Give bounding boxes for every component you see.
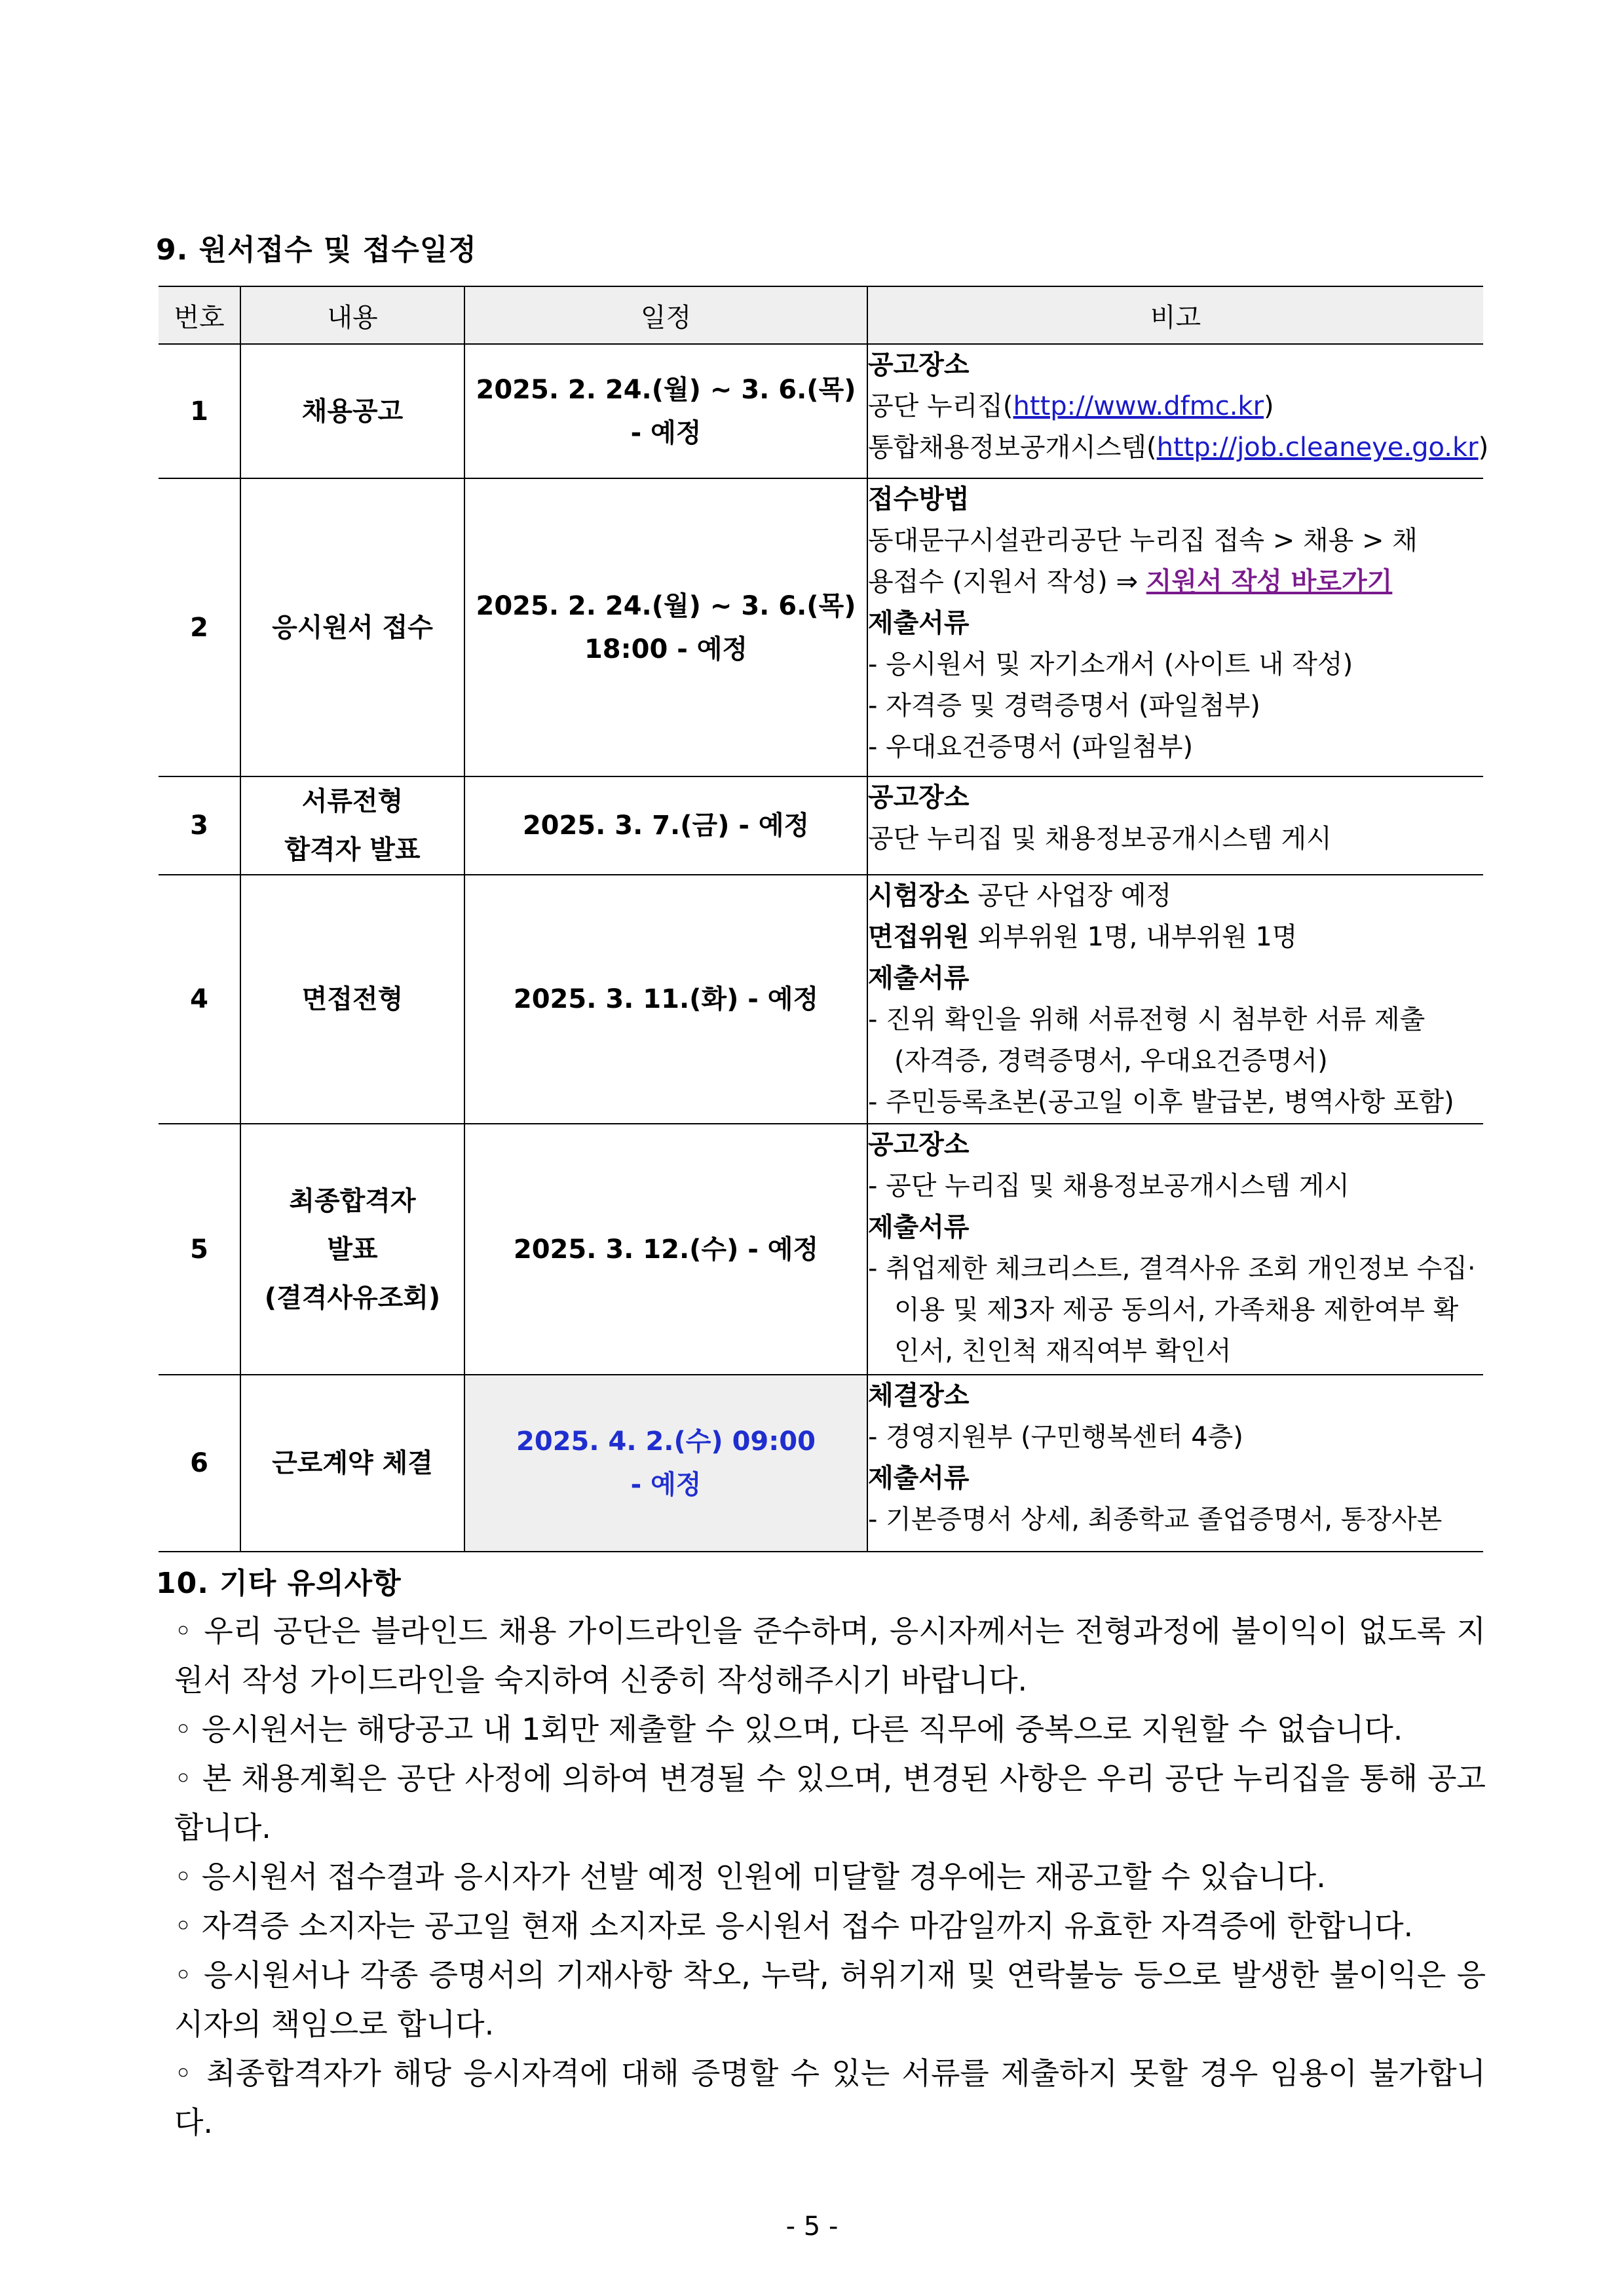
note-heading: 제출서류 <box>868 608 970 638</box>
date-line: 18:00 - 예정 <box>584 634 748 664</box>
row-number: 5 <box>159 1124 240 1375</box>
note-line <box>868 427 1489 469</box>
schedule-table <box>159 286 1489 1552</box>
note-label: 면접위원 <box>868 922 970 952</box>
row-content <box>240 776 464 875</box>
row-note <box>867 478 1483 776</box>
row-date <box>464 776 867 875</box>
note-item: - 응시원서 및 자기소개서 (사이트 내 작성) <box>868 649 1353 679</box>
note-heading: 제출서류 <box>868 1212 970 1242</box>
note-label: 시험장소 <box>868 881 970 911</box>
precaution-item: ◦ 본 채용계획은 공단 사정에 의하여 변경될 수 있으며, 변경된 사항은 우리 공단 누리집을 통해 공고합니다. <box>174 1761 1486 1845</box>
note-text: ) <box>1264 391 1274 421</box>
header-note: 비고 <box>867 286 1483 344</box>
homepage-link[interactable]: http://www.dfmc.kr <box>1013 391 1264 421</box>
header-date: 일정 <box>464 286 867 344</box>
row-date <box>464 1124 867 1375</box>
row-content: 면접전형 <box>240 875 464 1124</box>
content-line: 합격자 발표 <box>284 835 421 865</box>
note-text: ) <box>1478 432 1489 463</box>
date-line: 2025. 3. 7.(금) - 예정 <box>522 811 810 841</box>
row-note <box>867 344 1489 478</box>
note-line <box>868 562 1483 603</box>
date-line: 2025. 2. 24.(월) ~ 3. 6.(목) <box>476 374 856 405</box>
note-item-continued: 인서, 친인척 재직여부 확인서 <box>894 1336 1232 1366</box>
row-number: 3 <box>159 776 240 875</box>
note-text: 용접수 (지원서 작성) ⇒ <box>868 567 1146 597</box>
precaution-item: ◦ 자격증 소지자는 공고일 현재 소지자로 응시원서 접수 마감일까지 유효한 자격증에 한합니다. <box>174 1908 1414 1943</box>
note-item: - 경영지원부 (구민행복센터 4층) <box>868 1422 1243 1452</box>
row-note <box>867 875 1483 1124</box>
row-number: 1 <box>159 344 240 478</box>
note-heading: 체결장소 <box>868 1381 970 1411</box>
row-note <box>867 776 1483 875</box>
precautions-list <box>156 1607 1486 2147</box>
table-row <box>159 875 1483 1124</box>
row-date <box>464 344 867 478</box>
precaution-item: ◦ 응시원서는 해당공고 내 1회만 제출할 수 있으며, 다른 직무에 중복으로 지원할 수 없습니다. <box>174 1712 1403 1747</box>
row-note <box>867 1375 1483 1552</box>
note-text: 공단 사업장 예정 <box>969 881 1172 911</box>
note-line <box>868 875 1483 917</box>
note-item-continued: 이용 및 제3자 제공 동의서, 가족채용 제한여부 확 <box>894 1295 1459 1325</box>
precaution-item: ◦ 우리 공단은 블라인드 채용 가이드라인을 준수하며, 응시자께서는 전형과정에 불이익이 없도록 지원서 작성 가이드라인을 숙지하여 신중히 작성해주시기 바랍니다. <box>174 1613 1486 1698</box>
content-line: 서류전형 <box>301 786 404 816</box>
note-heading: 공고장소 <box>868 782 970 813</box>
note-line: 동대문구시설관리공단 누리집 접속 > 채용 > 채 <box>868 526 1418 556</box>
table-row <box>159 344 1483 478</box>
note-item: - 공단 누리집 및 채용정보공개시스템 게시 <box>868 1171 1350 1201</box>
row-content: 근로계약 체결 <box>240 1375 464 1552</box>
note-line: 공단 누리집 및 채용정보공개시스템 게시 <box>868 824 1332 854</box>
row-content: 채용공고 <box>240 344 464 478</box>
precaution-item: ◦ 응시원서 접수결과 응시자가 선발 예정 인원에 미달할 경우에는 재공고할 수 있습니다. <box>174 1859 1326 1894</box>
date-line: - 예정 <box>630 417 702 448</box>
note-item: - 주민등록초본(공고일 이후 발급본, 병역사항 포함) <box>868 1087 1454 1117</box>
note-line <box>868 386 1483 427</box>
note-line <box>868 917 1483 958</box>
note-item: - 기본증명서 상세, 최종학교 졸업증명서, 통장사본 <box>868 1504 1443 1535</box>
note-heading: 제출서류 <box>868 963 970 993</box>
section-10-title: 10. 기타 유의사항 <box>156 1567 402 1600</box>
row-content <box>240 1124 464 1375</box>
row-content: 응시원서 접수 <box>240 478 464 776</box>
apply-shortcut-link[interactable]: 지원서 작성 바로가기 <box>1146 567 1393 597</box>
row-number: 4 <box>159 875 240 1124</box>
note-item: - 진위 확인을 위해 서류전형 시 첨부한 서류 제출 <box>868 1004 1426 1035</box>
note-heading: 공고장소 <box>868 350 970 380</box>
row-date <box>464 478 867 776</box>
header-content: 내용 <box>240 286 464 344</box>
content-line: 발표 <box>327 1234 378 1265</box>
note-text: 외부위원 1명, 내부위원 1명 <box>969 922 1298 952</box>
note-heading: 공고장소 <box>868 1130 970 1160</box>
row-date-highlighted <box>464 1375 867 1552</box>
date-line: - 예정 <box>630 1470 702 1500</box>
date-line: 2025. 3. 12.(수) - 예정 <box>513 1234 819 1265</box>
table-row <box>159 1124 1483 1375</box>
job-portal-link[interactable]: http://job.cleaneye.go.kr <box>1156 432 1479 463</box>
note-heading: 접수방법 <box>868 484 970 514</box>
content-line: (결격사유조회) <box>264 1282 441 1313</box>
note-text: 공단 누리집( <box>868 391 1013 421</box>
precaution-item: ◦ 최종합격자가 해당 응시자격에 대해 증명할 수 있는 서류를 제출하지 못할 경우 임용이 불가합니다. <box>174 2056 1486 2140</box>
row-note <box>867 1124 1483 1375</box>
note-item: - 우대요건증명서 (파일첨부) <box>868 732 1194 762</box>
page-number: - 5 - <box>785 2211 839 2242</box>
date-line: 2025. 3. 11.(화) - 예정 <box>513 984 819 1014</box>
content-line: 최종합격자 <box>289 1185 416 1216</box>
row-number: 2 <box>159 478 240 776</box>
table-row <box>159 478 1483 776</box>
note-item: - 자격증 및 경력증명서 (파일첨부) <box>868 691 1260 721</box>
note-item-continued: (자격증, 경력증명서, 우대요건증명서) <box>894 1046 1328 1076</box>
table-row <box>159 776 1483 875</box>
note-item: - 취업제한 체크리스트, 결격사유 조회 개인정보 수집· <box>868 1253 1476 1284</box>
header-no: 번호 <box>159 286 240 344</box>
table-row <box>159 1375 1483 1552</box>
precaution-item: ◦ 응시원서나 각종 증명서의 기재사항 착오, 누락, 허위기재 및 연락불능 등으로 발생한 불이익은 응시자의 책임으로 합니다. <box>174 1957 1486 2042</box>
date-line: 2025. 4. 2.(수) 09:00 <box>516 1426 816 1457</box>
section-9-title: 9. 원서접수 및 접수일정 <box>156 233 477 267</box>
date-line: 2025. 2. 24.(월) ~ 3. 6.(목) <box>476 590 856 621</box>
row-date <box>464 875 867 1124</box>
note-heading: 제출서류 <box>868 1463 970 1493</box>
table-header-row <box>159 286 1483 344</box>
note-text: 통합채용정보공개시스템( <box>868 432 1157 463</box>
row-number: 6 <box>159 1375 240 1552</box>
